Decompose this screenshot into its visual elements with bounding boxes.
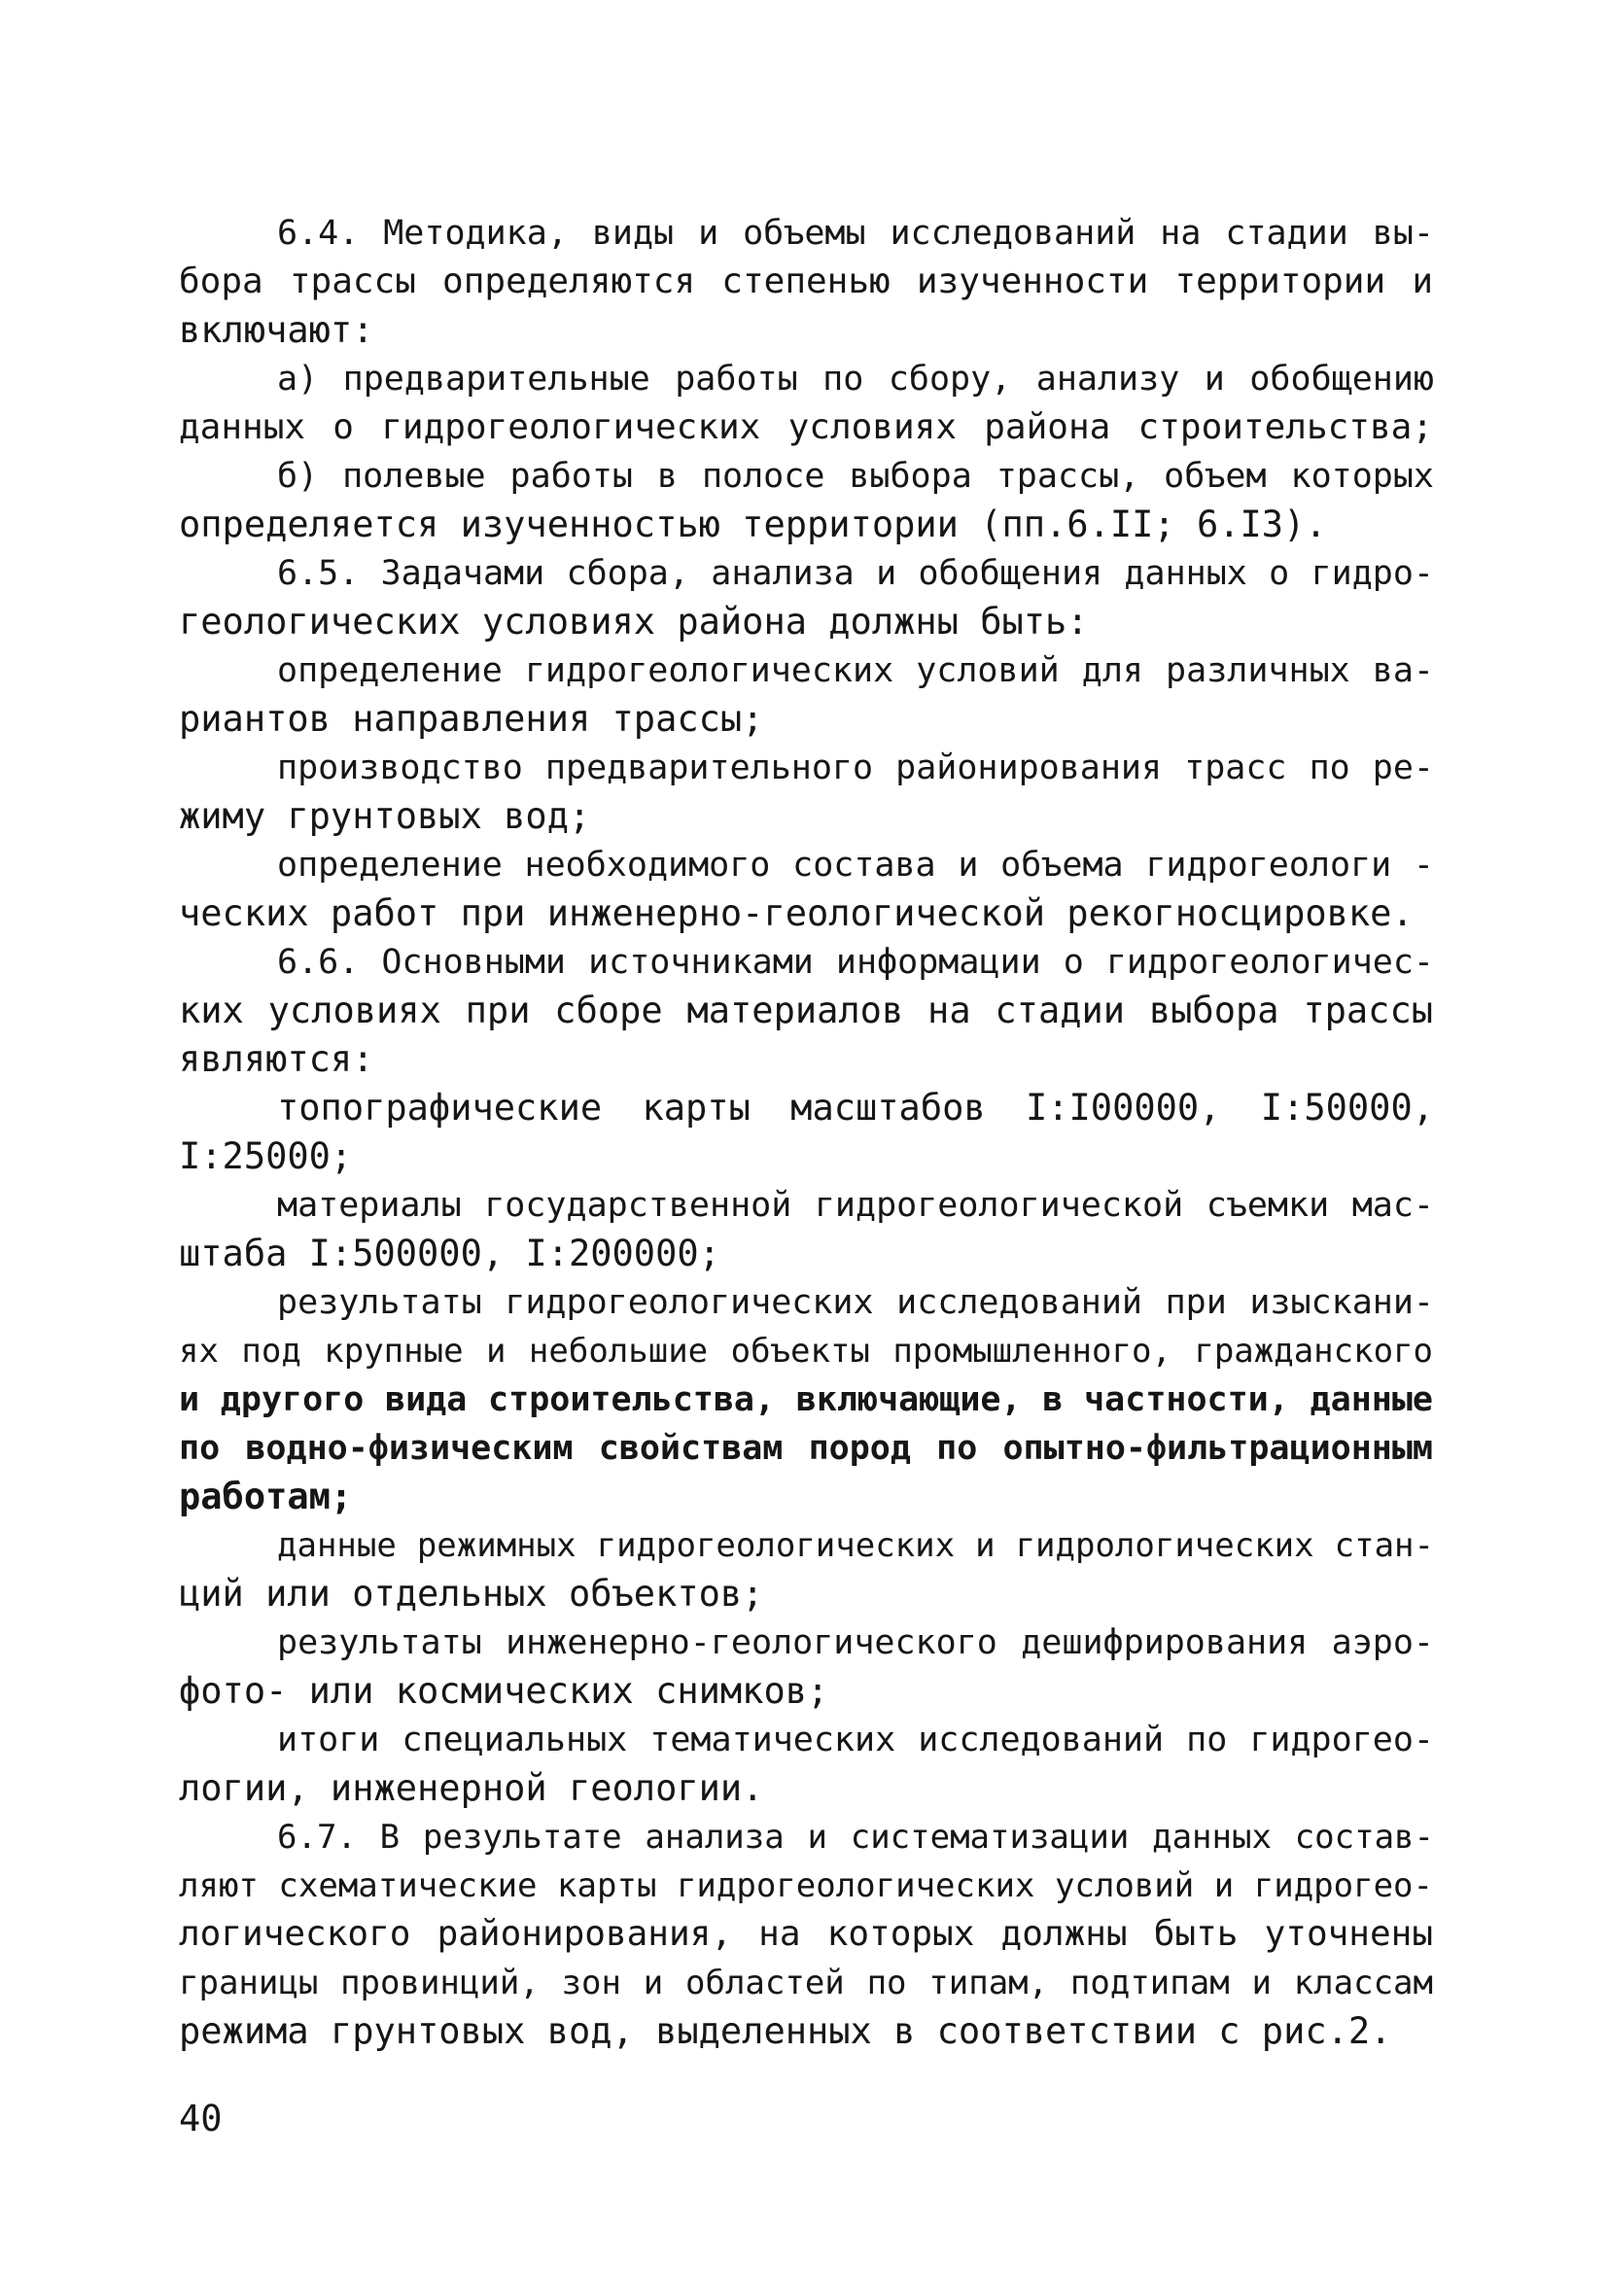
text-line: по водно-физическим свойствам пород по опытно-фильтрационным <box>179 1429 1433 1468</box>
text-line: I:25000; <box>179 1135 353 1177</box>
text-line: определение необходимого состава и объема гидрогеологи - <box>277 846 1434 885</box>
text-line: бора трассы определяются степенью изученности территории и <box>179 261 1433 301</box>
text-line: результаты инженерно-геологического дешифрирования аэро- <box>277 1623 1434 1662</box>
text-line: итоги специальных тематических исследований по гидрогео- <box>277 1721 1434 1759</box>
text-line: производство предварительного районирования трасс по ре- <box>277 748 1434 787</box>
text-line: ких условиях при сборе материалов на стадии выбора трассы <box>179 990 1433 1031</box>
text-line: а) предварительные работы по сбору, анализу и обобщению <box>277 360 1434 399</box>
text-line: 6.6. Основными источниками информации о гидрогеологичес- <box>277 943 1434 982</box>
text-line: данных о гидрогеологических условиях района строительства; <box>179 407 1433 447</box>
text-line: жиму грунтовых вод; <box>179 795 591 837</box>
text-line: логии, инженерной геологии. <box>179 1767 764 1809</box>
text-line: результаты гидрогеологических исследований при изыскани- <box>277 1283 1434 1322</box>
text-line: ляют схематические карты гидрогеологических условий и гидрогео- <box>179 1866 1433 1905</box>
text-line: определение гидрогеологических условий для различных ва- <box>277 651 1434 690</box>
text-line: границы провинций, зон и областей по типам, подтипам и классам <box>179 1964 1433 2002</box>
text-line: являются: <box>179 1038 374 1080</box>
text-line: режима грунтовых вод, выделенных в соответствии с рис.2. <box>179 2010 1392 2052</box>
text-line: б) полевые работы в полосе выбора трассы, объем которых <box>277 457 1434 496</box>
text-line: фото- или космических снимков; <box>179 1670 829 1712</box>
text-line: и другого вида строительства, включающие, в частности, данные <box>179 1380 1433 1419</box>
text-line: логического районирования, на которых должны быть уточнены <box>179 1914 1433 1954</box>
text-line: 6.4. Методика, виды и объемы исследований на стадии вы- <box>277 214 1434 253</box>
text-line: ях под крупные и небольшие объекты промышленного, гражданского <box>179 1332 1433 1371</box>
text-line: 6.7. В результате анализа и систематизации данных состав- <box>277 1818 1434 1857</box>
text-line: включают: <box>179 309 374 351</box>
page-number: 40 <box>179 2098 223 2139</box>
text-line: геологических условиях района должны быть: <box>179 601 1089 643</box>
text-line: материалы государственной гидрогеологической съемки мас- <box>277 1186 1434 1225</box>
text-line: топографические карты масштабов I:I00000, I:50000, <box>277 1087 1434 1129</box>
text-line: работам; <box>179 1476 353 1517</box>
text-line: 6.5. Задачами сбора, анализа и обобщения данных о гидро- <box>277 554 1434 593</box>
text-line: риантов направления трассы; <box>179 698 764 740</box>
text-line: данные режимных гидрогеологических и гидрологических стан- <box>277 1526 1434 1565</box>
text-line: штаба I:500000, I:200000; <box>179 1233 720 1274</box>
text-line: ческих работ при инженерно-геологической рекогносцировке. <box>179 892 1414 934</box>
text-line: ций или отдельных объектов; <box>179 1573 764 1615</box>
text-line: определяется изученностью территории (пп.6.II; 6.I3). <box>179 504 1327 545</box>
